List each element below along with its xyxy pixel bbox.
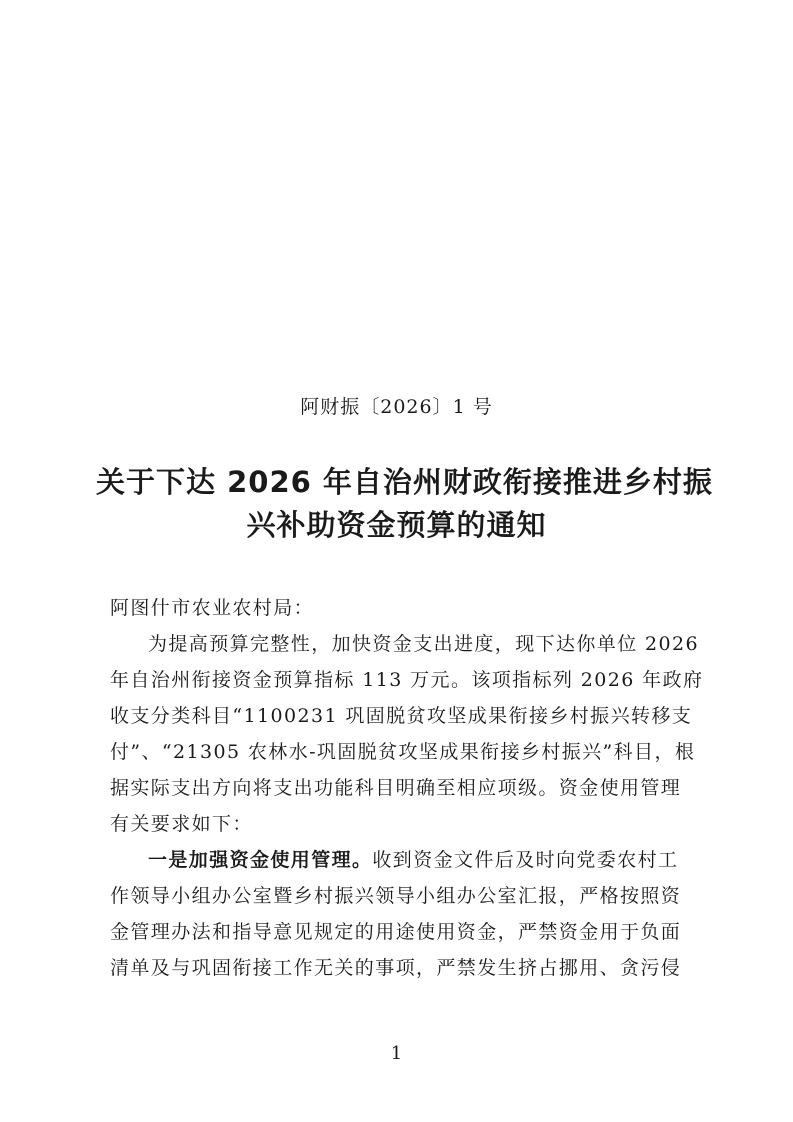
point-one-line-4: 清单及与巩固衔接工作无关的事项，严禁发生挤占挪用、贪污侵 bbox=[110, 957, 682, 979]
document-title-line-1: 关于下达 2026 年自治州财政衔接推进乡村振 bbox=[96, 465, 713, 499]
document-number: 阿财振〔2026〕1 号 bbox=[300, 396, 493, 418]
body-paragraph-1-line-3: 收支分类科目“1100231 巩固脱贫攻坚成果衔接乡村振兴转移支 bbox=[110, 705, 693, 727]
point-one-first-line bbox=[110, 842, 710, 878]
point-one-line-2: 作领导小组办公室暨乡村振兴领导小组办公室汇报，严格按照资 bbox=[110, 885, 682, 907]
document-title bbox=[96, 461, 713, 547]
body-paragraph-1-line-2: 年自治州衔接资金预算指标 113 万元。该项指标列 2026 年政府 bbox=[110, 669, 704, 691]
point-one-heading: 一是加强资金使用管理。 bbox=[148, 849, 373, 871]
document-body bbox=[110, 590, 710, 986]
body-paragraph-1-line-6: 有关要求如下： bbox=[110, 813, 253, 835]
body-paragraph-1-line-1: 为提高预算完整性，加快资金支出进度，现下达你单位 2026 bbox=[148, 633, 699, 655]
point-one-line-3: 金管理办法和指导意见规定的用途使用资金，严禁资金用于负面 bbox=[110, 921, 682, 943]
body-paragraph-1-line-5: 据实际支出方向将支出功能科目明确至相应项级。资金使用管理 bbox=[110, 777, 682, 799]
page-number: 1 bbox=[390, 1043, 403, 1064]
document-title-line-2: 兴补助资金预算的通知 bbox=[246, 508, 547, 542]
point-one-first-line-text: 收到资金文件后及时向党委农村工 bbox=[372, 849, 679, 871]
addressee: 阿图什市农业农村局： bbox=[110, 597, 315, 619]
body-paragraph-1-line-4: 付”、“21305 农林水-巩固脱贫攻坚成果衔接乡村振兴”科目，根 bbox=[110, 741, 696, 763]
